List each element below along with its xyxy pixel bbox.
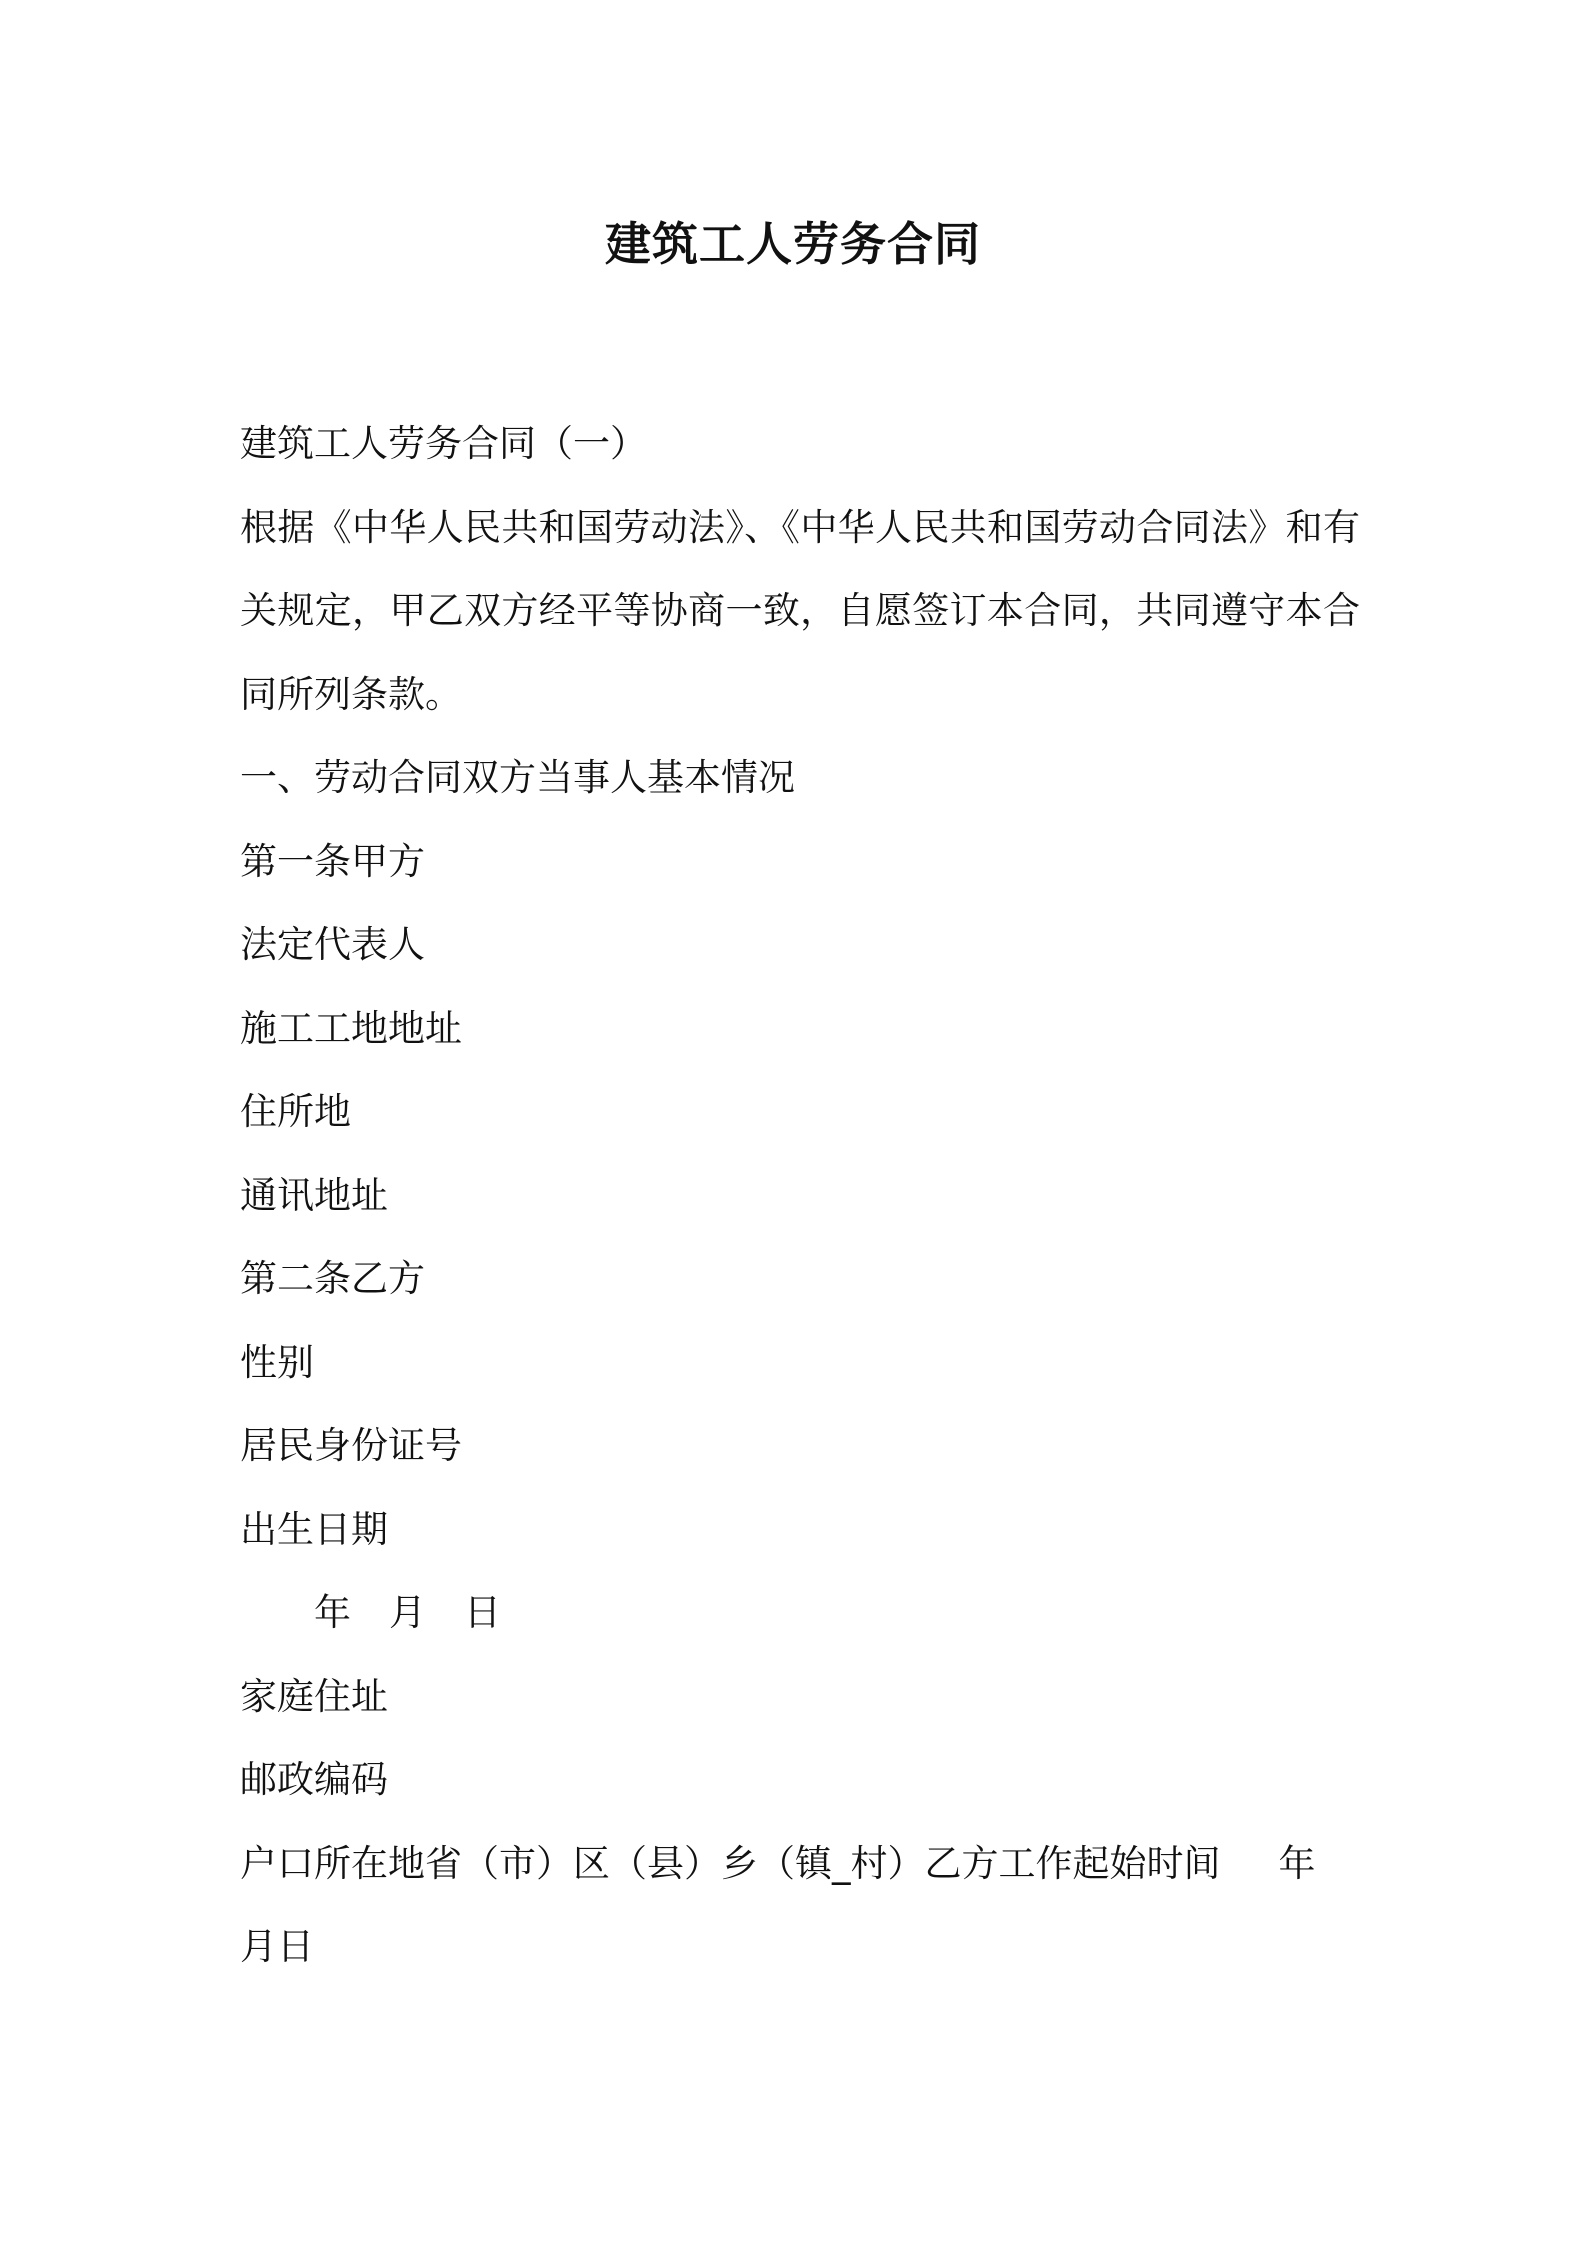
birth-date-line <box>240 1571 1360 1655</box>
postal-code-field: 邮政编码 <box>240 1758 388 1801</box>
hukou-start-text: 户口所在地省（市）区（县）乡（镇_村）乙方工作起始时间 <box>240 1841 1221 1885</box>
start-day-label: 日 <box>277 1925 314 1968</box>
section-heading: 一、劳动合同双方当事人基本情况 <box>240 756 795 799</box>
site-address-field: 施工工地地址 <box>240 1006 462 1050</box>
party-a-heading: 第一条甲方 <box>240 839 425 883</box>
document-title: 建筑工人劳务合同 <box>605 217 981 271</box>
birth-month-label: 月 <box>389 1591 426 1634</box>
gender-field: 性别 <box>240 1340 314 1384</box>
birth-date-field: 出生日期 <box>240 1507 388 1551</box>
birth-day-label: 日 <box>464 1591 501 1634</box>
home-address-field: 家庭住址 <box>240 1674 388 1718</box>
legal-representative-field: 法定代表人 <box>240 923 425 966</box>
id-number-field: 居民身份证号 <box>240 1424 462 1467</box>
residence-field: 住所地 <box>240 1090 351 1133</box>
document-body <box>240 402 1360 1989</box>
start-month-label: 月 <box>240 1925 277 1968</box>
mailing-address-field: 通讯地址 <box>240 1173 388 1217</box>
intro-paragraph: 根据《中华人民共和国劳动法》、《中华人民共和国劳动合同法》和有关规定，甲乙双方经平等协商一致，自愿签订本合同，共同遵守本合同所列条款。 <box>240 505 1360 716</box>
birth-year-label: 年 <box>314 1591 351 1634</box>
start-year-label: 年 <box>1278 1841 1316 1885</box>
hukou-and-start-date-field <box>240 1822 1360 1989</box>
party-b-heading: 第二条乙方 <box>240 1257 425 1300</box>
contract-subtitle: 建筑工人劳务合同（一） <box>240 422 647 465</box>
